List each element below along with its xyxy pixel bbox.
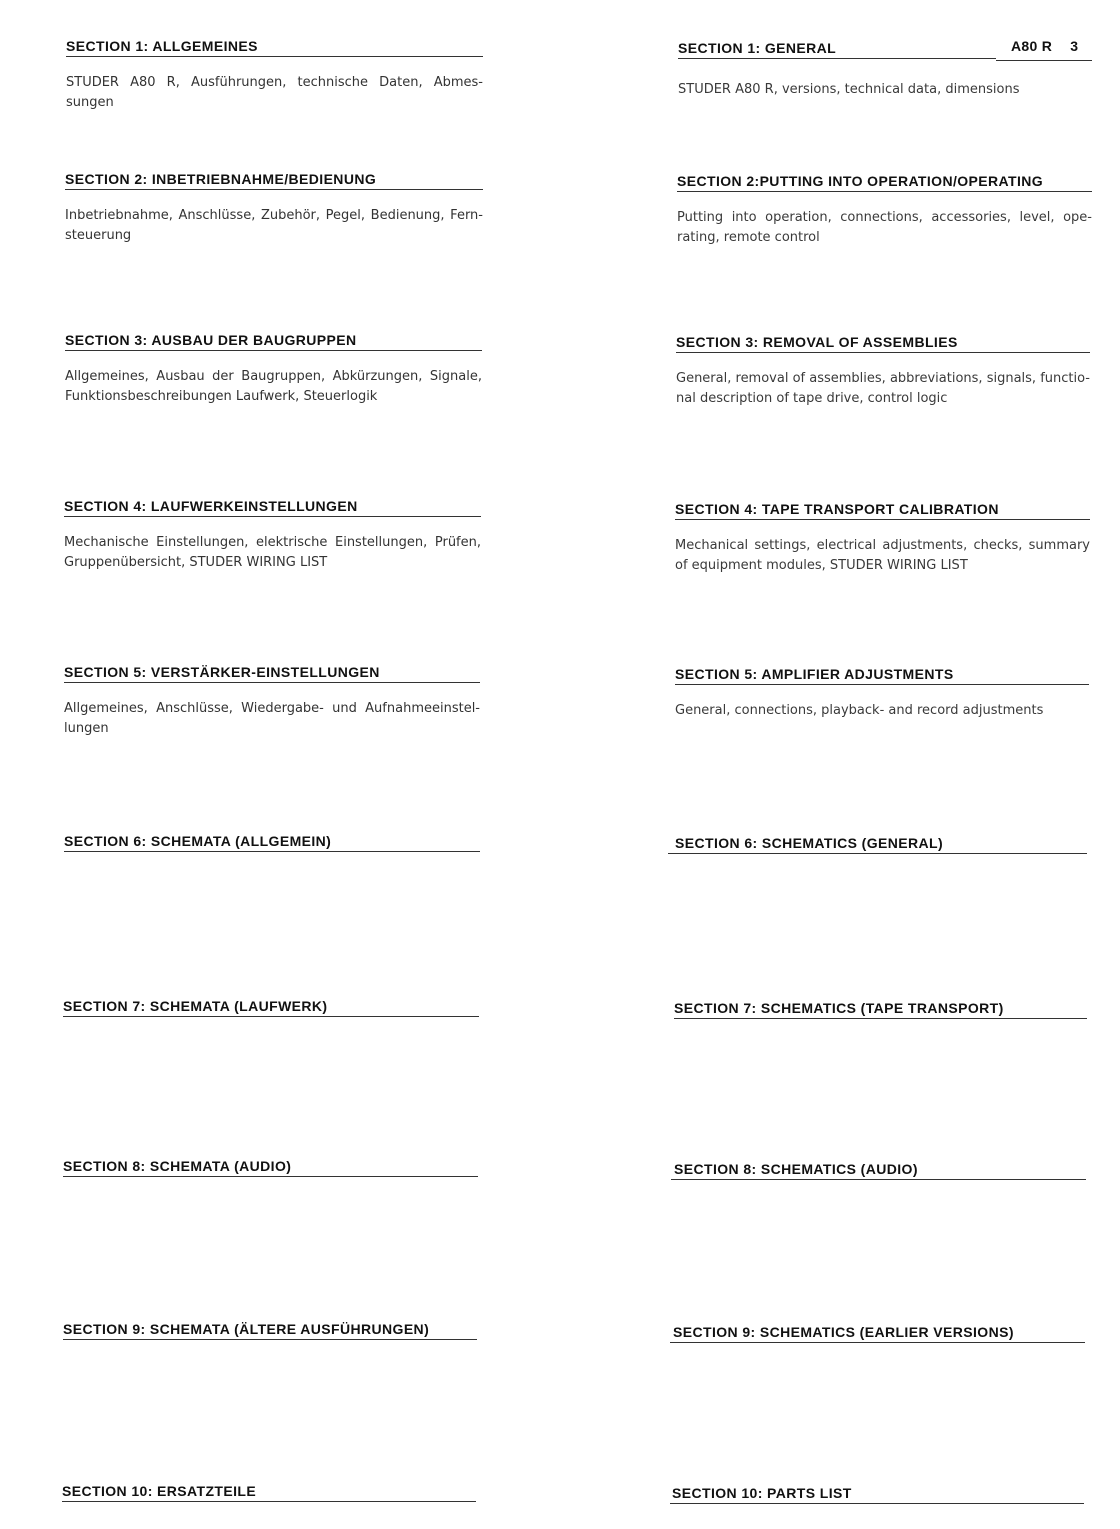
section-heading: SECTION 4: TAPE TRANSPORT CALIBRATION xyxy=(675,501,1090,520)
section-heading: SECTION 8: SCHEMATICS (AUDIO) xyxy=(671,1161,1086,1180)
section-description: Mechanische Einstellungen, elektrische Einstellungen, Prüfen, Gruppenübersicht, STUDER WIRING LIST xyxy=(64,535,481,570)
section-heading: SECTION 8: SCHEMATA (AUDIO) xyxy=(63,1158,478,1177)
section-1-en-underline-right xyxy=(996,60,1092,61)
section-4-de xyxy=(64,498,481,573)
section-8-de xyxy=(63,1158,478,1177)
section-description: Inbetriebnahme, Anschlüsse, Zubehör, Pegel, Bedienung, Fern-steuerung xyxy=(65,208,483,243)
section-7-de xyxy=(63,998,479,1017)
section-heading: SECTION 2:PUTTING INTO OPERATION/OPERATING xyxy=(677,173,1092,192)
section-heading: SECTION 10: PARTS LIST xyxy=(670,1485,1084,1504)
section-heading: SECTION 2: INBETRIEBNAHME/BEDIENUNG xyxy=(65,171,483,190)
section-heading: SECTION 3: AUSBAU DER BAUGRUPPEN xyxy=(65,332,482,351)
model-label: A80 R xyxy=(1011,38,1053,54)
section-9-en xyxy=(670,1324,1085,1343)
section-7-en xyxy=(674,1000,1087,1019)
section-heading: SECTION 6: SCHEMATICS (GENERAL) xyxy=(668,835,1087,854)
section-description: Mechanical settings, electrical adjustments, checks, summary of equipment modules, STUDER WIRING LIST xyxy=(675,538,1090,573)
section-3-en xyxy=(676,334,1090,409)
section-10-de xyxy=(62,1483,476,1502)
section-description: Allgemeines, Anschlüsse, Wiedergabe- und Aufnahmeeinstel-lungen xyxy=(64,701,480,736)
section-description: STUDER A80 R, Ausführungen, technische Daten, Abmes-sungen xyxy=(66,75,483,110)
section-description: General, connections, playback- and record adjustments xyxy=(675,703,1044,718)
section-heading: SECTION 5: AMPLIFIER ADJUSTMENTS xyxy=(675,666,1089,685)
section-5-de xyxy=(64,664,480,739)
section-description: Putting into operation, connections, accessories, level, ope-rating, remote control xyxy=(677,210,1092,245)
section-heading: SECTION 5: VERSTÄRKER-EINSTELLUNGEN xyxy=(64,664,480,683)
page-header xyxy=(1011,38,1093,54)
section-heading: SECTION 9: SCHEMATICS (EARLIER VERSIONS) xyxy=(670,1324,1085,1343)
section-description: General, removal of assemblies, abbreviations, signals, functio-nal description of tape drive, control logic xyxy=(676,371,1090,406)
section-1-de xyxy=(66,38,483,113)
section-2-en xyxy=(677,173,1092,248)
section-10-en xyxy=(670,1485,1084,1504)
section-heading: SECTION 4: LAUFWERKEINSTELLUNGEN xyxy=(64,498,481,517)
section-2-de xyxy=(65,171,483,246)
section-description: STUDER A80 R, versions, technical data, dimensions xyxy=(678,82,1020,97)
section-5-en xyxy=(675,666,1089,721)
section-1-en-desc xyxy=(678,80,1092,100)
section-heading: SECTION 6: SCHEMATA (ALLGEMEIN) xyxy=(64,833,480,852)
section-heading: SECTION 3: REMOVAL OF ASSEMBLIES xyxy=(676,334,1090,353)
section-3-de xyxy=(65,332,482,407)
section-heading: SECTION 1: GENERAL xyxy=(678,40,996,59)
section-heading: SECTION 7: SCHEMATA (LAUFWERK) xyxy=(63,998,479,1017)
section-heading: SECTION 10: ERSATZTEILE xyxy=(62,1483,476,1502)
section-9-de xyxy=(63,1321,477,1340)
section-heading: SECTION 7: SCHEMATICS (TAPE TRANSPORT) xyxy=(674,1000,1087,1019)
section-6-en xyxy=(668,835,1087,854)
section-heading: SECTION 9: SCHEMATA (ÄLTERE AUSFÜHRUNGEN) xyxy=(63,1321,477,1340)
section-8-en xyxy=(671,1161,1086,1180)
section-description: Allgemeines, Ausbau der Baugruppen, Abkürzungen, Signale, Funktionsbeschreibungen Laufwerk, Steuerlogik xyxy=(65,369,482,404)
section-heading: SECTION 1: ALLGEMEINES xyxy=(66,38,483,57)
page-number: 3 xyxy=(1070,38,1079,54)
section-6-de xyxy=(64,833,480,852)
section-1-en xyxy=(678,40,996,59)
section-4-en xyxy=(675,501,1090,576)
